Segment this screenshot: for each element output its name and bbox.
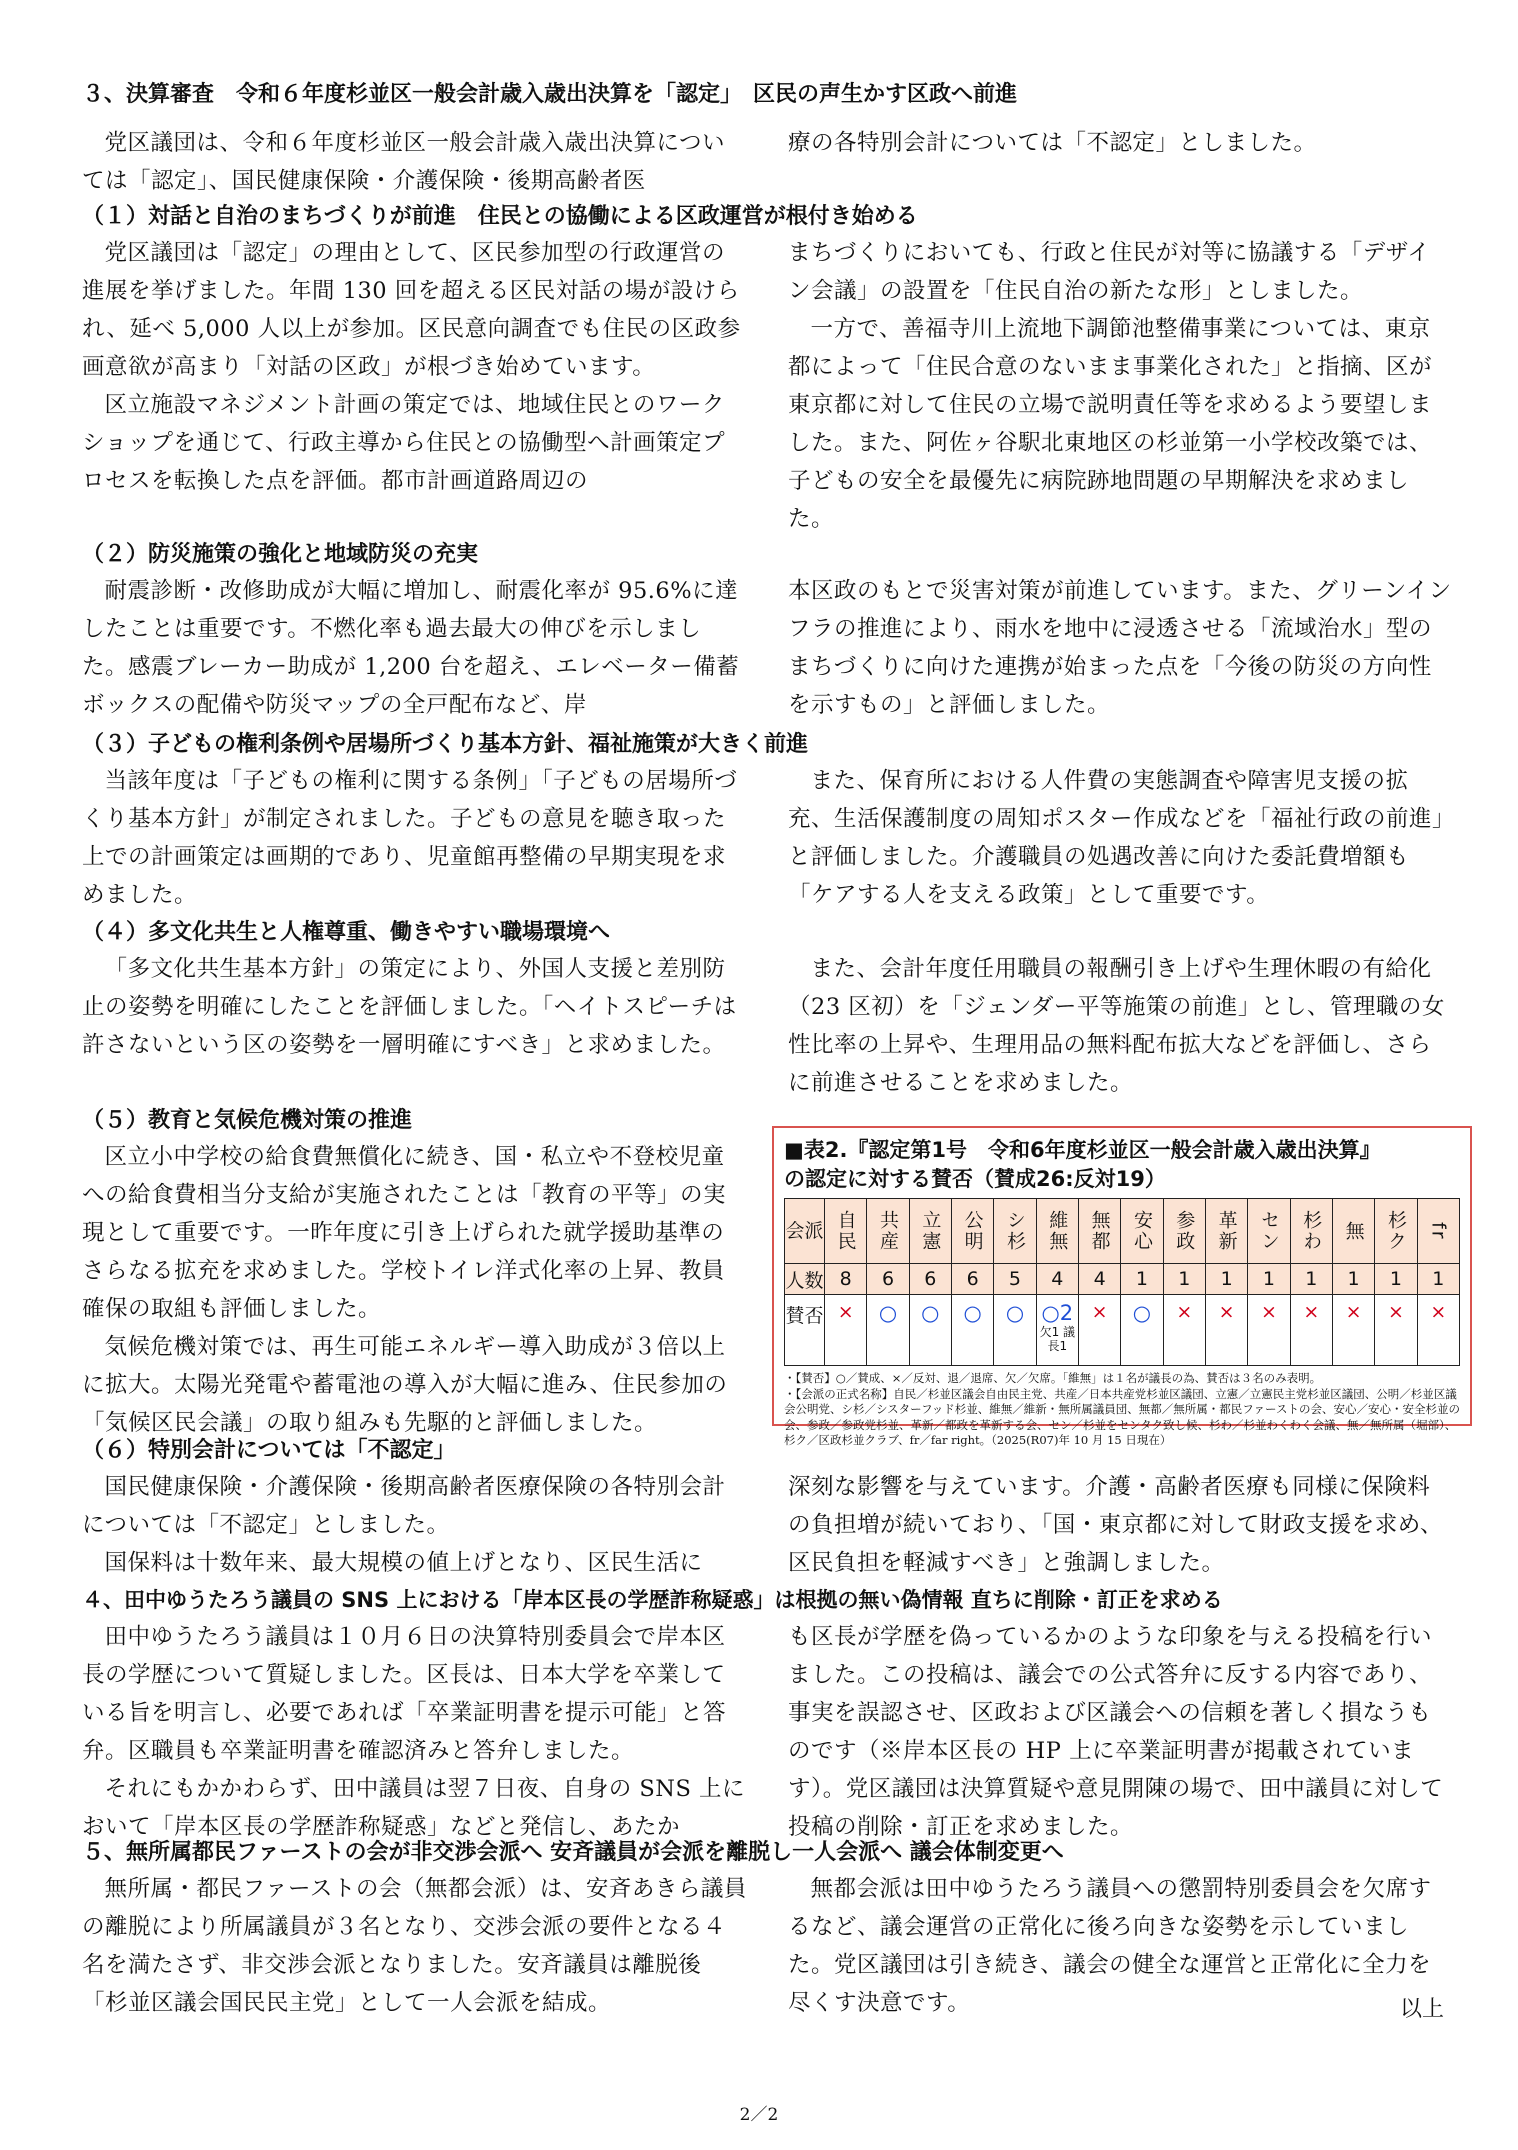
faction-vote-cell [1205, 1295, 1247, 1366]
subsection-3-right [788, 762, 1453, 914]
vote-mark: × [1218, 1301, 1235, 1323]
vote-sub-note: 欠1 議長1 [1039, 1325, 1076, 1353]
section-3-left [82, 124, 747, 200]
vote-mark: × [1345, 1301, 1362, 1323]
faction-name-cell: 自民 [825, 1199, 867, 1264]
faction-count-cell: 4 [1078, 1264, 1120, 1295]
faction-name-cell: 杉わ [1290, 1199, 1332, 1264]
paragraph: 党区議団は「認定」の理由として、区民参加型の行政運営の進展を挙げました。年間 130 回を超える区民対話の場が設けられ、延べ 5,000 人以上が参加。区民意向調査でも住民の区政参画意欲が高まり「対話の区政」が根づき始めています。 [82, 240, 741, 380]
subsection-4-left [82, 950, 747, 1064]
faction-name-cell: fr [1417, 1199, 1459, 1264]
faction-name-cell: 立憲 [909, 1199, 951, 1264]
section-4-heading: ４、田中ゆうたろう議員の SNS 上における「岸本区長の学歴詐称疑惑」は根拠の無い偽情報 直ちに削除・訂正を求める [82, 1588, 1223, 1612]
faction-vote-cell [1036, 1295, 1078, 1366]
paragraph: 一方で、善福寺川上流地下調節池整備事業については、東京都によって「住民合意のないまま事業化された」と指摘、区が東京都に対して住民の立場で説明責任等を求めるよう要望しました。また、阿佐ヶ谷駅北東地区の杉並第一小学校改築では、子どもの安全を最優先に病院跡地問題の早期解決を求めました。 [788, 316, 1433, 532]
subsection-6-left [82, 1468, 747, 1582]
faction-vote-cell [1375, 1295, 1417, 1366]
vote-mark: × [1430, 1301, 1447, 1323]
paragraph: 「多文化共生基本方針」の策定により、外国人支援と差別防止の姿勢を明確にしたことを評価しました。「ヘイトスピーチは許さないという区の姿勢を一層明確にすべき」と求めました。 [82, 956, 737, 1058]
faction-name-cell: 維無 [1036, 1199, 1078, 1264]
faction-count-cell: 5 [994, 1264, 1036, 1295]
faction-vote-cell [1163, 1295, 1205, 1366]
subsection-3-heading: （３）子どもの権利条例や居場所づくり基本方針、福祉施策が大きく前進 [82, 732, 809, 757]
faction-count-cell: 1 [1205, 1264, 1247, 1295]
subsection-2-right [788, 572, 1453, 724]
section-4-left [82, 1618, 747, 1846]
faction-count-cell: 1 [1375, 1264, 1417, 1295]
subsection-6-right [788, 1468, 1453, 1582]
subsection-5-heading: （５）教育と気候危機対策の推進 [82, 1108, 413, 1133]
page-number: 2／2 [739, 2105, 779, 2125]
table-subtitle: の認定に対する賛否（賛成26:反対19） [784, 1167, 1166, 1191]
row-label-vote: 賛否 [785, 1295, 825, 1366]
faction-count-cell: 4 [1036, 1264, 1078, 1295]
faction-vote-cell [909, 1295, 951, 1366]
paragraph: も区長が学歴を偽っているかのような印象を与える投稿を行いました。この投稿は、議会での公式答弁に反する内容であり、事実を誤認させ、区政および区議会への信頼を著しく損なうものです（※岸本区長の HP 上に卒業証明書が掲載されています）。党区議団は決算質疑や意見開陳の場で、田中議員に対して投稿の削除・訂正を求めました。 [788, 1624, 1444, 1840]
paragraph: 深刻な影響を与えています。介護・高齢者医療も同様に保険料の負担増が続いており、「国・東京都に対して財政支援を求め、区民負担を軽減すべき」と強調しました。 [788, 1474, 1443, 1576]
vote-mark: ○ [878, 1301, 898, 1325]
subsection-2-left [82, 572, 747, 724]
paragraph: 本区政のもとで災害対策が前進しています。また、グリーンインフラの推進により、雨水を地中に浸透させる「流域治水」型のまちづくりに向けた連携が始まった点を「今後の防災の方向性を示すもの」と評価しました。 [788, 578, 1452, 718]
faction-vote-cell [1290, 1295, 1332, 1366]
vote-mark: × [1260, 1301, 1277, 1323]
vote-table-box [772, 1126, 1472, 1447]
paragraph: また、会計年度任用職員の報酬引き上げや生理休暇の有給化（23 区初）を「ジェンダー平等施策の前進」とし、管理職の女性比率の上昇や、生理用品の無料配布拡大などを評価し、さらに前進させることを求めました。 [788, 956, 1445, 1096]
section-5-right [788, 1870, 1453, 2022]
faction-name-cell: シ杉 [994, 1199, 1036, 1264]
faction-name-cell: 無都 [1078, 1199, 1120, 1264]
subsection-1-heading: （１）対話と自治のまちづくりが前進 住民との協働による区政運営が根付き始める [82, 204, 918, 229]
faction-count-cell: 1 [1332, 1264, 1374, 1295]
paragraph: 無所属・都民ファーストの会（無都会派）は、安斉あきら議員の離脱により所属議員が３名となり、交渉会派の要件となる４名を満たさず、非交渉会派となりました。安斉議員は離脱後「杉並区議会国民民主党」として一人会派を結成。 [82, 1876, 747, 2016]
vote-mark: × [1303, 1301, 1320, 1323]
vote-mark: ○2 [1041, 1301, 1074, 1325]
subsection-3-left [82, 762, 747, 914]
paragraph: 国保料は十数年来、最大規模の値上げとなり、区民生活に [104, 1550, 703, 1576]
vote-mark: ○ [963, 1301, 982, 1325]
section-3-heading: ３、決算審査 令和６年度杉並区一般会計歳入歳出決算を「認定」 区民の声生かす区政へ前進 [82, 82, 1018, 107]
paragraph: 気候危機対策では、再生可能エネルギー導入助成が３倍以上に拡大。太陽光発電や蓄電池の導入が大幅に進み、住民参加の「気候区民会議」の取り組みも先駆的と評価しました。 [82, 1334, 728, 1436]
section-5-left [82, 1870, 747, 2022]
vote-mark: ○ [1005, 1301, 1025, 1325]
section-4-right [788, 1618, 1453, 1846]
faction-vote-cell [1248, 1295, 1290, 1366]
faction-vote-cell [1121, 1295, 1163, 1366]
faction-name-cell: 杉ク [1375, 1199, 1417, 1264]
paragraph: 当該年度は「子どもの権利に関する条例」「子どもの居場所づくり基本方針」が制定されました。子どもの意見を聴き取った上での計画策定は画期的であり、児童館再整備の早期実現を求めました。 [82, 768, 738, 908]
faction-vote-cell [867, 1295, 909, 1366]
vote-table [784, 1198, 1460, 1366]
paragraph: 区立小中学校の給食費無償化に続き、国・私立や不登校児童への給食費相当分支給が実施されたことは「教育の平等」の実現として重要です。一昨年度に引き上げられた就学援助基準のさらなる拡充を求めました。学校トイレ洋式化率の上昇、教員確保の取組も評価しました。 [82, 1144, 727, 1322]
faction-count-cell: 6 [951, 1264, 993, 1295]
faction-count-cell: 6 [867, 1264, 909, 1295]
subsection-4-right [788, 950, 1453, 1102]
paragraph: 田中ゆうたろう議員は１０月６日の決算特別委員会で岸本区長の学歴について質疑しました。区長は、日本大学を卒業している旨を明言し、必要であれば「卒業証明書を提示可能」と答弁。区職員も卒業証明書を確認済みと答弁しました。 [82, 1624, 727, 1764]
faction-vote-cell [1417, 1295, 1459, 1366]
faction-vote-cell [994, 1295, 1036, 1366]
closing-text: 以上 [1400, 1997, 1445, 2022]
row-label-faction: 会派 [785, 1199, 825, 1264]
paragraph: 耐震診断・改修助成が大幅に増加し、耐震化率が 95.6%に達したことは重要です。不燃化率も過去最大の伸びを示しました。感震ブレーカー助成が 1,200 台を超え、エレベーター備蓄ボックスの配備や防災マップの全戸配布など、岸 [82, 578, 740, 718]
section-3-right [788, 124, 1453, 162]
section-5-heading: ５、無所属都民ファーストの会が非交渉会派へ 安斉議員が会派を離脱し一人会派へ 議会体制変更へ [82, 1840, 1064, 1865]
paragraph: 党区議団は、令和６年度杉並区一般会計歳入歳出決算については「認定」、国民健康保険・介護保険・後期高齢者医 [82, 130, 726, 194]
subsection-1-left [82, 234, 747, 500]
faction-count-cell: 6 [909, 1264, 951, 1295]
vote-mark: × [837, 1301, 854, 1323]
faction-vote-cell [825, 1295, 867, 1366]
faction-count-cell: 1 [1248, 1264, 1290, 1295]
faction-count-cell: 8 [825, 1264, 867, 1295]
faction-count-cell: 1 [1417, 1264, 1459, 1295]
subsection-5-left [82, 1138, 742, 1442]
paragraph: まちづくりにおいても、行政と住民が対等に協議する「デザイン会議」の設置を「住民自治の新たな形」としました。 [788, 240, 1431, 304]
table-note-votes: ・【賛否】○／賛成、×／反対、退／退席、欠／欠席。「維無」は１名が議長の為、賛否は３名のみ表明。 [784, 1371, 1322, 1385]
faction-name-cell: 公明 [951, 1199, 993, 1264]
table-note-names: ・【会派の正式名称】自民／杉並区議会自由民主党、共産／日本共産党杉並区議団、立憲／立憲民主党杉並区議団、公明／杉並区議会公明党、シ杉／シスターフッド杉並、維無／維新・無所属議員団、無都／無所属・都民ファーストの会、安心／安心・安全杉並の会、参政／参政党杉並、革新／都政を革新する会、セン／杉並をセンタク致し候、杉わ／杉並わくわく会議、無／無所属（堀部）、杉ク／区政杉並クラブ、fr／far right。（2025(R07)年 10 月 15 日現在） [784, 1386, 1460, 1447]
faction-vote-cell [1078, 1295, 1120, 1366]
vote-mark: × [1176, 1301, 1193, 1323]
faction-name-cell: 安心 [1121, 1199, 1163, 1264]
faction-count-cell: 1 [1163, 1264, 1205, 1295]
subsection-4-heading: （４）多文化共生と人権尊重、働きやすい職場環境へ [82, 920, 611, 945]
row-label-count: 人数 [785, 1264, 825, 1295]
vote-mark: ○ [1132, 1301, 1152, 1325]
subsection-1-right [788, 234, 1453, 538]
paragraph: 区立施設マネジメント計画の策定では、地域住民とのワークショップを通じて、行政主導から住民との協働型へ計画策定プロセスを転換した点を評価。都市計画道路周辺の [82, 392, 726, 494]
paragraph: また、保育所における人件費の実態調査や障害児支援の拡充、生活保護制度の周知ポスター作成などを「福祉行政の前進」と評価しました。介護職員の処遇改善に向けた委託費増額も「ケアする人を支える政策」として重要です。 [788, 768, 1444, 908]
vote-mark: × [1091, 1301, 1108, 1323]
paragraph: それにもかかわらず、田中議員は翌７日夜、自身の SNS 上において「岸本区長の学歴詐称疑惑」などと発信し、あたか [82, 1776, 746, 1840]
table-title: ■表2.『認定第1号 令和6年度杉並区一般会計歳入歳出決算』 [784, 1138, 1381, 1162]
faction-vote-cell [1332, 1295, 1374, 1366]
faction-count-cell: 1 [1290, 1264, 1332, 1295]
faction-count-cell: 1 [1121, 1264, 1163, 1295]
vote-mark: × [1387, 1301, 1404, 1323]
subsection-6-heading: （６）特別会計については「不認定」 [82, 1438, 456, 1463]
paragraph: 療の各特別会計については「不認定」としました。 [788, 130, 1317, 156]
faction-vote-cell [951, 1295, 993, 1366]
faction-name-cell: 共産 [867, 1199, 909, 1264]
vote-mark: ○ [921, 1301, 940, 1325]
faction-name-cell: セン [1248, 1199, 1290, 1264]
faction-name-cell: 無 [1332, 1199, 1374, 1264]
paragraph: 無都会派は田中ゆうたろう議員への懲罰特別委員会を欠席するなど、議会運営の正常化に後ろ向きな姿勢を示していました。党区議団は引き続き、議会の健全な運営と正常化に全力を尽くす決意です。 [788, 1876, 1432, 2016]
faction-name-cell: 革新 [1205, 1199, 1247, 1264]
subsection-2-heading: （２）防災施策の強化と地域防災の充実 [82, 542, 479, 567]
faction-name-cell: 参政 [1163, 1199, 1205, 1264]
paragraph: 国民健康保険・介護保険・後期高齢者医療保険の各特別会計については「不認定」としました。 [82, 1474, 726, 1538]
